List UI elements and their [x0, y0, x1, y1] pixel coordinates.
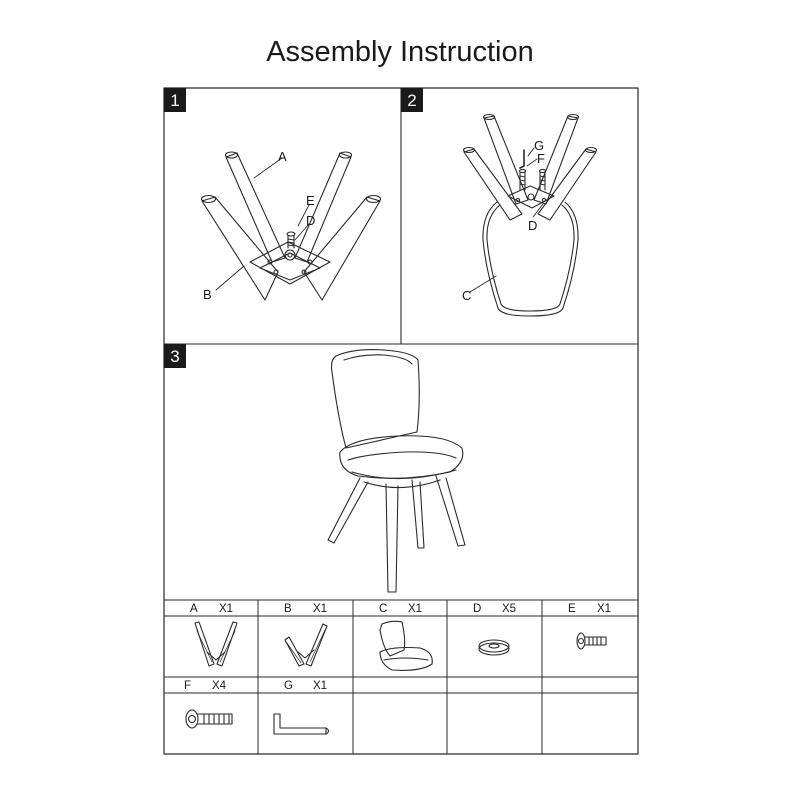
parts-table-grid	[164, 600, 638, 754]
step-1-label-b: B	[203, 287, 212, 302]
part-d-qty: X5	[502, 603, 517, 615]
washer-icon	[479, 640, 509, 655]
step-2-label-c: C	[462, 288, 472, 303]
step-2-seat-attach-drawing	[464, 115, 597, 317]
part-e-letter: E	[568, 603, 576, 615]
part-d-letter: D	[473, 603, 482, 615]
step-2-number: 2	[407, 91, 417, 110]
bolt-short-icon	[577, 633, 606, 649]
leg-frame-b-icon	[285, 624, 327, 666]
step-3-number: 3	[170, 347, 180, 366]
part-g-letter: G	[284, 680, 293, 692]
step-2-label-g: G	[534, 138, 545, 153]
page-title: Assembly Instruction	[266, 36, 534, 68]
part-a-qty: X1	[219, 603, 234, 615]
step-1-label-d: D	[306, 213, 316, 228]
part-c-qty: X1	[408, 603, 423, 615]
step-1-label-a: A	[278, 149, 287, 164]
part-b-letter: B	[284, 603, 292, 615]
step-2-label-f: F	[537, 151, 545, 166]
step-2-label-d: D	[528, 218, 538, 233]
part-c-letter: C	[379, 603, 388, 615]
part-f-letter: F	[184, 680, 192, 692]
seat-shell-icon	[380, 621, 432, 670]
part-f-qty: X4	[212, 680, 227, 692]
step-1-leg-frame-drawing	[202, 152, 381, 300]
part-e-qty: X1	[597, 603, 612, 615]
part-b-qty: X1	[313, 603, 328, 615]
part-a-letter: A	[190, 603, 198, 615]
step-1-number: 1	[170, 91, 180, 110]
step-1-label-e: E	[306, 193, 315, 208]
leg-frame-a-icon	[195, 622, 237, 666]
bolt-long-icon	[186, 710, 232, 728]
step-3-assembled-chair-drawing	[328, 350, 465, 592]
allen-key-icon	[274, 714, 329, 734]
part-g-qty: X1	[313, 680, 328, 692]
